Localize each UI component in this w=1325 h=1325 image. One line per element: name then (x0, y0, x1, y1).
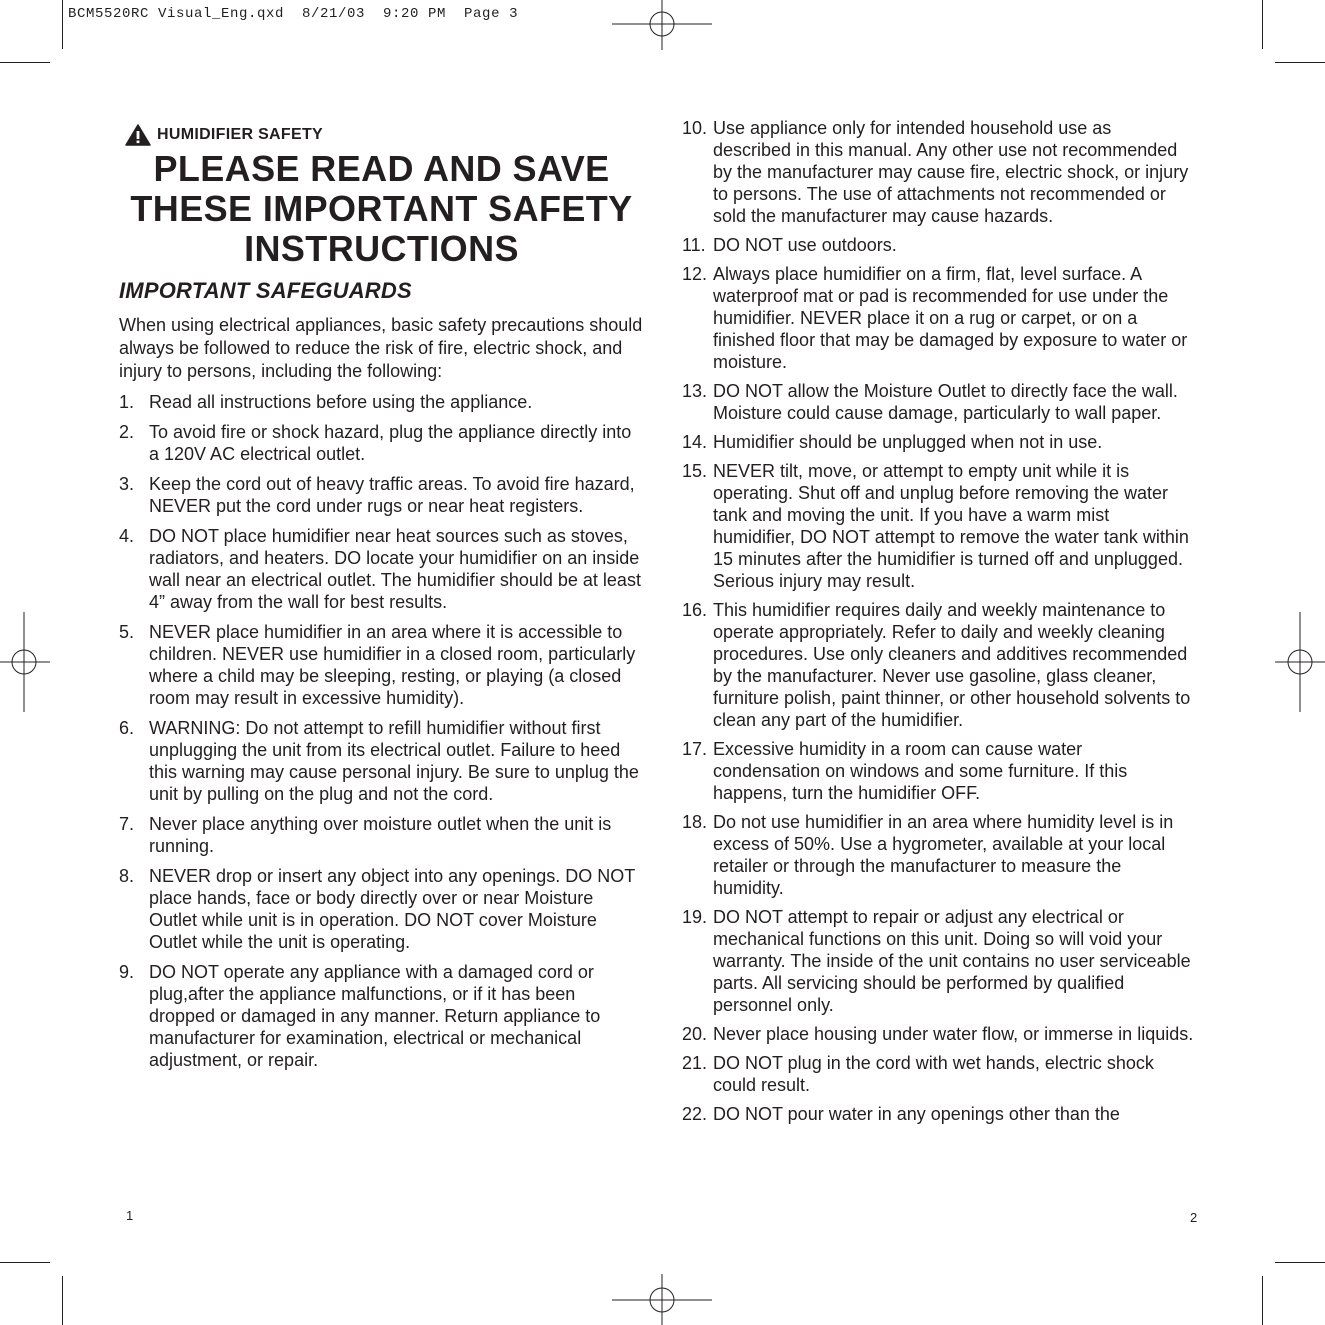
registration-mark-icon (1275, 612, 1325, 712)
item-text: NEVER tilt, move, or attempt to empty unit while it is operating. Shut off and unplug before removing the water tank and moving the unit. If you have a warm mist humidifier, DO NOT attempt to remove the water tank within 15 minutes after the humidifier is turned off and unplugged. Serious injury may result. (713, 461, 1189, 591)
item-number: 4. (119, 526, 135, 546)
item-text: Read all instructions before using the appliance. (149, 392, 533, 412)
list-item (682, 117, 1194, 227)
page-number-left: 1 (126, 1208, 134, 1223)
crop-mark (1262, 0, 1263, 49)
page-title (119, 149, 644, 269)
crop-mark (62, 1276, 63, 1325)
list-item (682, 1023, 1194, 1045)
item-number: 1. (119, 392, 135, 412)
item-text: NEVER place humidifier in an area where it is accessible to children. NEVER use humidifier in a closed room, particularly where a child may be sleeping, resting, or playing (a closed room may result in excessive humidity). (149, 622, 636, 708)
item-number: 19. (682, 907, 708, 927)
crop-mark (1262, 1276, 1263, 1325)
item-number: 2. (119, 422, 135, 442)
printer-slug: BCM5520RC Visual_Eng.qxd 8/21/03 9:20 PM Page 3 (68, 6, 519, 22)
safety-list-left (119, 391, 644, 1071)
item-text: Keep the cord out of heavy traffic areas. To avoid fire hazard, NEVER put the cord under rugs or near heat registers. (149, 474, 635, 516)
item-number: 6. (119, 718, 135, 738)
list-item (119, 717, 644, 805)
title-line: INSTRUCTIONS (244, 228, 519, 269)
title-line: THESE IMPORTANT SAFETY (130, 188, 633, 229)
item-text: Excessive humidity in a room can cause water condensation on windows and some furniture. If this happens, turn the humidifier OFF. (713, 739, 1128, 803)
item-number: 14. (682, 432, 708, 452)
safety-list-right (682, 117, 1194, 1125)
section-label (125, 124, 644, 146)
section-label-text: HUMIDIFIER SAFETY (157, 126, 323, 143)
item-text: DO NOT allow the Moisture Outlet to directly face the wall. Moisture could cause damage, particularly to wall paper. (713, 381, 1178, 423)
item-text: DO NOT attempt to repair or adjust any electrical or mechanical functions on this unit. Doing so will void your warranty. The inside of the unit contains no user serviceable parts. All servicing should be performed by qualified personnel only. (713, 907, 1191, 1015)
item-number: 8. (119, 866, 135, 886)
item-text: DO NOT pour water in any openings other than the (713, 1104, 1120, 1124)
right-column (682, 117, 1194, 1132)
list-item (682, 1052, 1194, 1096)
item-text: Never place anything over moisture outlet when the unit is running. (149, 814, 612, 856)
list-item (119, 525, 644, 613)
crop-mark (1275, 1262, 1325, 1263)
list-item (119, 865, 644, 953)
item-number: 11. (682, 235, 706, 255)
item-number: 21. (682, 1053, 708, 1073)
item-number: 7. (119, 814, 135, 834)
crop-mark (0, 1262, 50, 1263)
item-number: 16. (682, 600, 708, 620)
item-text: This humidifier requires daily and weekly maintenance to operate appropriately. Refer to daily and weekly cleaning procedures. Use only cleaners and additives recommended by the manufacturer. Never use gasoline, glass cleaner, furniture polish, paint thinner, or other household solvents to clean any part of the humidifier. (713, 600, 1191, 730)
item-text: Always place humidifier on a firm, flat, level surface. A waterproof mat or pad is recommended for use under the humidifier. NEVER place it on a rug or carpet, or on a finished floor that may be damaged by exposure to water or moisture. (713, 264, 1188, 372)
item-text: DO NOT operate any appliance with a damaged cord or plug,after the appliance malfunctions, or if it has been dropped or damaged in any manner. Return appliance to manufacturer for examination, electrical or mechanical adjustment, or repair. (149, 962, 601, 1070)
list-item (119, 621, 644, 709)
list-item (682, 263, 1194, 373)
item-number: 13. (682, 381, 708, 401)
item-text: WARNING: Do not attempt to refill humidifier without first unplugging the unit from its electrical outlet. Failure to heed this warning may cause personal injury. Be sure to unplug the unit by pulling on the plug and not the cord. (149, 718, 639, 804)
page-number-right: 2 (1190, 1210, 1198, 1225)
list-item (682, 234, 1194, 256)
crop-mark (1275, 62, 1325, 63)
item-text: Use appliance only for intended household use as described in this manual. Any other use not recommended by the manufacturer may cause fire, electric shock, or injury to persons. The use of attachments not recommended or sold the manufacturer may cause hazards. (713, 118, 1189, 226)
item-text: To avoid fire or shock hazard, plug the appliance directly into a 120V AC electrical outlet. (149, 422, 632, 464)
item-number: 10. (682, 118, 708, 138)
list-item (682, 431, 1194, 453)
list-item (682, 380, 1194, 424)
warning-icon (125, 124, 151, 146)
item-number: 5. (119, 622, 135, 642)
intro-paragraph: When using electrical appliances, basic safety precautions should always be followed to reduce the risk of fire, electric shock, and injury to persons, including the following: (119, 315, 643, 381)
registration-mark-icon (612, 1274, 712, 1325)
list-item (682, 738, 1194, 804)
list-item (119, 391, 644, 413)
item-number: 20. (682, 1024, 708, 1044)
item-text: NEVER drop or insert any object into any openings. DO NOT place hands, face or body directly over or near Moisture Outlet while unit is in operation. DO NOT cover Moisture Outlet while the unit is operating. (149, 866, 635, 952)
item-number: 9. (119, 962, 135, 982)
item-number: 3. (119, 474, 135, 494)
sub-title: IMPORTANT SAFEGUARDS (119, 278, 412, 303)
list-item (119, 961, 644, 1071)
item-text: DO NOT use outdoors. (713, 235, 897, 255)
item-number: 17. (682, 739, 708, 759)
list-item (682, 1103, 1194, 1125)
list-item (682, 906, 1194, 1016)
item-number: 12. (682, 264, 708, 284)
title-line: PLEASE READ AND SAVE (153, 148, 610, 189)
list-item (682, 811, 1194, 899)
crop-mark (62, 0, 63, 49)
item-text: DO NOT plug in the cord with wet hands, electric shock could result. (713, 1053, 1154, 1095)
item-text: Humidifier should be unplugged when not in use. (713, 432, 1103, 452)
item-text: Never place housing under water flow, or immerse in liquids. (713, 1024, 1194, 1044)
list-item (682, 599, 1194, 731)
item-number: 18. (682, 812, 708, 832)
list-item (119, 813, 644, 857)
list-item (682, 460, 1194, 592)
left-column (119, 124, 644, 1079)
item-text: DO NOT place humidifier near heat sources such as stoves, radiators, and heaters. DO locate your humidifier on an inside wall near an electrical outlet. The humidifier should be at least 4” away from the wall for best results. (149, 526, 641, 612)
list-item (119, 421, 644, 465)
item-number: 15. (682, 461, 708, 481)
item-text: Do not use humidifier in an area where humidity level is in excess of 50%. Use a hygrometer, available at your local retailer or through the manufacturer to measure the humidity. (713, 812, 1174, 898)
item-number: 22. (682, 1104, 708, 1124)
list-item (119, 473, 644, 517)
registration-mark-icon (0, 612, 50, 712)
registration-mark-icon (612, 0, 712, 50)
crop-mark (0, 62, 50, 63)
